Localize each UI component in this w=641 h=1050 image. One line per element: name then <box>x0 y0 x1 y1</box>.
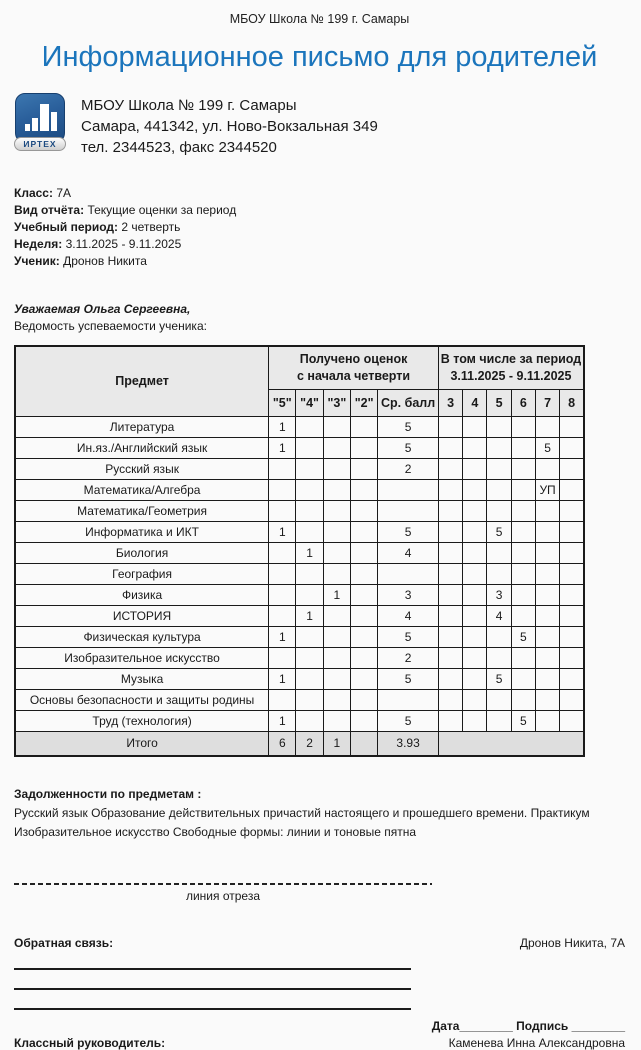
day-grade-cell <box>463 458 487 479</box>
day-grade-cell <box>560 563 584 584</box>
grade-count-cell <box>323 479 350 500</box>
day-grade-cell <box>487 563 511 584</box>
day-grade-cell <box>535 710 559 731</box>
day-grade-cell <box>511 479 535 500</box>
grade-count-cell <box>269 542 296 563</box>
grade-count-cell <box>323 437 350 458</box>
table-row <box>15 563 584 584</box>
grade-count-cell <box>323 563 350 584</box>
grade-count-cell <box>269 689 296 710</box>
avg-grade-cell <box>378 563 439 584</box>
grade-count-cell <box>269 500 296 521</box>
school-phone: тел. 2344523, факс 2344520 <box>81 139 277 156</box>
subject-cell: ИСТОРИЯ <box>15 605 269 626</box>
subject-cell: Литература <box>15 416 269 437</box>
day-grade-cell <box>463 416 487 437</box>
subject-cell: Изобразительное искусство <box>15 647 269 668</box>
day-grade-cell <box>535 626 559 647</box>
subject-cell: География <box>15 563 269 584</box>
grade-count-cell <box>296 479 323 500</box>
grade-count-cell <box>296 521 323 542</box>
subject-cell: Музыка <box>15 668 269 689</box>
student-ref: Дронов Никита, 7А <box>519 935 625 950</box>
grade-count-cell <box>296 416 323 437</box>
total-label: Итого <box>15 731 269 756</box>
day-grade-cell <box>463 584 487 605</box>
org-header: МБОУ Школа № 199 г. Самары <box>229 12 410 26</box>
day-grade-cell <box>511 416 535 437</box>
day-grade-cell: 5 <box>487 521 511 542</box>
day-grade-cell <box>511 521 535 542</box>
table-row <box>15 584 584 605</box>
day-grade-cell <box>438 689 462 710</box>
avg-grade-cell: 4 <box>378 605 439 626</box>
grade-count-cell <box>350 710 377 731</box>
col-group-period: В том числе за период 3.11.2025 - 9.11.2025 <box>438 346 584 389</box>
day-grade-cell <box>511 563 535 584</box>
meta-student: Ученик: Дронов Никита <box>14 254 147 268</box>
day-grade-cell <box>511 458 535 479</box>
grade-count-cell <box>323 605 350 626</box>
grade-count-cell <box>350 521 377 542</box>
table-row <box>15 416 584 437</box>
grade-count-cell <box>269 479 296 500</box>
grade-count-cell <box>350 605 377 626</box>
total-count-3: 1 <box>323 731 350 756</box>
grade-count-cell <box>350 647 377 668</box>
col-header-day-6: 6 <box>511 389 535 416</box>
grade-count-cell <box>350 437 377 458</box>
logo-brand-label: ИРТЕХ <box>14 137 66 151</box>
intro-line: Ведомость успеваемости ученика: <box>14 319 207 333</box>
day-grade-cell <box>560 479 584 500</box>
day-grade-cell <box>511 542 535 563</box>
col-group-received: Получено оценок с начала четверти <box>269 346 439 389</box>
day-grade-cell <box>438 647 462 668</box>
table-row <box>15 710 584 731</box>
grade-count-cell <box>269 605 296 626</box>
col-header-day-5: 5 <box>487 389 511 416</box>
day-grade-cell: 3 <box>487 584 511 605</box>
avg-grade-cell <box>378 689 439 710</box>
day-grade-cell <box>511 668 535 689</box>
day-grade-cell <box>535 563 559 584</box>
report-meta <box>14 185 625 270</box>
grade-count-cell <box>350 542 377 563</box>
cut-dashed-line <box>14 883 432 885</box>
subject-cell: Основы безопасности и защиты родины <box>15 689 269 710</box>
day-grade-cell <box>438 605 462 626</box>
grade-count-cell <box>269 647 296 668</box>
day-grade-cell <box>511 647 535 668</box>
grade-count-cell <box>323 626 350 647</box>
grade-count-cell: 1 <box>269 437 296 458</box>
greeting: Уважаемая Ольга Сергеевна, <box>14 302 191 316</box>
total-count-4: 2 <box>296 731 323 756</box>
day-grade-cell <box>560 521 584 542</box>
grade-count-cell <box>323 689 350 710</box>
col-header-day-4: 4 <box>463 389 487 416</box>
grade-count-cell <box>269 458 296 479</box>
avg-grade-cell: 5 <box>378 668 439 689</box>
day-grade-cell <box>560 605 584 626</box>
subject-cell: Информатика и ИКТ <box>15 521 269 542</box>
col-header-5: "5" <box>269 389 296 416</box>
grade-count-cell <box>323 542 350 563</box>
day-grade-cell <box>438 521 462 542</box>
subject-cell: Биология <box>15 542 269 563</box>
table-row <box>15 647 584 668</box>
grade-count-cell <box>269 563 296 584</box>
subject-cell: Математика/Алгебра <box>15 479 269 500</box>
cut-section <box>14 883 432 903</box>
col-header-avg: Ср. балл <box>378 389 439 416</box>
day-grade-cell <box>535 521 559 542</box>
school-block <box>14 93 625 158</box>
total-row <box>15 731 584 756</box>
grade-count-cell <box>323 500 350 521</box>
subject-cell: Математика/Геометрия <box>15 500 269 521</box>
grade-count-cell <box>350 500 377 521</box>
day-grade-cell <box>560 668 584 689</box>
day-grade-cell: 5 <box>487 668 511 689</box>
day-grade-cell <box>463 710 487 731</box>
grade-count-cell <box>296 626 323 647</box>
grade-count-cell <box>323 521 350 542</box>
day-grade-cell <box>487 542 511 563</box>
grade-count-cell: 1 <box>269 710 296 731</box>
day-grade-cell <box>438 458 462 479</box>
day-grade-cell <box>463 668 487 689</box>
day-grade-cell <box>535 458 559 479</box>
school-address: Самара, 441342, ул. Ново-Вокзальная 349 <box>81 118 378 135</box>
total-count-5: 6 <box>269 731 296 756</box>
day-grade-cell <box>438 542 462 563</box>
meta-period: Учебный период: 2 четверть <box>14 220 181 234</box>
day-grade-cell <box>560 542 584 563</box>
grade-count-cell <box>296 689 323 710</box>
grade-count-cell <box>350 626 377 647</box>
grade-count-cell: 1 <box>269 521 296 542</box>
day-grade-cell <box>487 689 511 710</box>
col-header-2: "2" <box>350 389 377 416</box>
grade-count-cell: 1 <box>269 626 296 647</box>
day-grade-cell <box>463 605 487 626</box>
grade-count-cell: 1 <box>296 605 323 626</box>
table-row <box>15 500 584 521</box>
day-grade-cell <box>560 626 584 647</box>
day-grade-cell <box>560 437 584 458</box>
total-count-2 <box>350 731 377 756</box>
irtex-logo-icon <box>14 93 68 151</box>
grade-count-cell <box>323 416 350 437</box>
grade-count-cell <box>269 584 296 605</box>
debts-heading: Задолженности по предметам : <box>14 786 202 801</box>
grade-count-cell <box>350 416 377 437</box>
grade-count-cell <box>296 584 323 605</box>
day-grade-cell <box>535 500 559 521</box>
table-row <box>15 521 584 542</box>
feedback-line <box>14 970 411 990</box>
total-avg: 3.93 <box>378 731 439 756</box>
grade-count-cell <box>350 584 377 605</box>
table-row <box>15 458 584 479</box>
day-grade-cell <box>560 710 584 731</box>
grade-count-cell <box>323 647 350 668</box>
teacher-label: Классный руководитель: <box>14 1035 166 1050</box>
grades-table <box>14 345 585 757</box>
grade-count-cell <box>323 710 350 731</box>
day-grade-cell <box>535 689 559 710</box>
day-grade-cell: 5 <box>535 437 559 458</box>
table-row <box>15 605 584 626</box>
table-row <box>15 668 584 689</box>
day-grade-cell <box>463 521 487 542</box>
col-header-3: "3" <box>323 389 350 416</box>
grade-count-cell <box>296 710 323 731</box>
feedback-line <box>14 990 411 1010</box>
cut-line-label: линия отреза <box>185 888 261 903</box>
subject-cell: Русский язык <box>15 458 269 479</box>
day-grade-cell <box>511 605 535 626</box>
grade-count-cell <box>323 668 350 689</box>
avg-grade-cell: 4 <box>378 542 439 563</box>
day-grade-cell <box>560 584 584 605</box>
day-grade-cell <box>535 584 559 605</box>
grade-count-cell <box>350 563 377 584</box>
day-grade-cell <box>438 710 462 731</box>
table-row <box>15 626 584 647</box>
day-grade-cell <box>535 542 559 563</box>
feedback-label: Обратная связь: <box>14 935 114 950</box>
grade-count-cell <box>296 500 323 521</box>
day-grade-cell <box>535 416 559 437</box>
total-period-cell <box>438 731 584 756</box>
grade-count-cell <box>296 647 323 668</box>
day-grade-cell <box>511 584 535 605</box>
table-row <box>15 437 584 458</box>
avg-grade-cell: 3 <box>378 584 439 605</box>
col-header-4: "4" <box>296 389 323 416</box>
day-grade-cell <box>438 626 462 647</box>
day-grade-cell <box>487 647 511 668</box>
day-grade-cell: 5 <box>511 710 535 731</box>
grade-count-cell <box>350 458 377 479</box>
day-grade-cell <box>535 605 559 626</box>
debt-item: Изобразительное искусство Свободные формы: линии и тоновые пятна <box>14 824 416 839</box>
grade-count-cell <box>323 458 350 479</box>
avg-grade-cell: 5 <box>378 521 439 542</box>
day-grade-cell <box>463 542 487 563</box>
table-row <box>15 542 584 563</box>
day-grade-cell <box>487 437 511 458</box>
debt-item: Русский язык Образование действительных причастий настоящего и прошедшего времени. Практикум <box>14 805 590 820</box>
col-header-subject: Предмет <box>15 346 269 416</box>
table-row <box>15 689 584 710</box>
day-grade-cell <box>487 500 511 521</box>
day-grade-cell <box>560 647 584 668</box>
day-grade-cell <box>438 668 462 689</box>
teacher-name: Каменева Инна Александровна <box>448 1035 625 1050</box>
table-row <box>15 479 584 500</box>
avg-grade-cell <box>378 479 439 500</box>
footer <box>14 936 625 1050</box>
day-grade-cell <box>487 458 511 479</box>
day-grade-cell: 5 <box>511 626 535 647</box>
day-grade-cell <box>535 668 559 689</box>
grade-count-cell <box>350 668 377 689</box>
grade-count-cell <box>296 668 323 689</box>
day-grade-cell <box>463 626 487 647</box>
day-grade-cell: УП <box>535 479 559 500</box>
day-grade-cell: 4 <box>487 605 511 626</box>
meta-class: Класс: 7А <box>14 186 71 200</box>
grade-count-cell <box>296 563 323 584</box>
day-grade-cell <box>438 500 462 521</box>
day-grade-cell <box>560 458 584 479</box>
grade-count-cell <box>296 437 323 458</box>
logo-skyline-bars-icon <box>15 93 65 143</box>
subject-cell: Физическая культура <box>15 626 269 647</box>
grade-count-cell <box>350 479 377 500</box>
day-grade-cell <box>487 479 511 500</box>
avg-grade-cell: 5 <box>378 626 439 647</box>
day-grade-cell <box>560 416 584 437</box>
day-grade-cell <box>463 500 487 521</box>
day-grade-cell <box>463 479 487 500</box>
grades-table-body <box>15 416 584 731</box>
subject-cell: Труд (технология) <box>15 710 269 731</box>
day-grade-cell <box>463 437 487 458</box>
grade-count-cell <box>350 689 377 710</box>
grade-count-cell <box>296 458 323 479</box>
page-title: Информационное письмо для родителей <box>41 41 598 73</box>
avg-grade-cell: 2 <box>378 458 439 479</box>
col-header-day-7: 7 <box>535 389 559 416</box>
date-signature-line: Дата________ Подпись ________ <box>431 1018 625 1033</box>
avg-grade-cell: 5 <box>378 437 439 458</box>
day-grade-cell <box>560 500 584 521</box>
day-grade-cell <box>487 416 511 437</box>
meta-report-type: Вид отчёта: Текущие оценки за период <box>14 203 237 217</box>
grade-count-cell: 1 <box>269 668 296 689</box>
day-grade-cell <box>438 479 462 500</box>
day-grade-cell <box>511 437 535 458</box>
avg-grade-cell <box>378 500 439 521</box>
avg-grade-cell: 5 <box>378 710 439 731</box>
school-name: МБОУ Школа № 199 г. Самары <box>81 97 297 114</box>
subject-cell: Физика <box>15 584 269 605</box>
col-header-day-3: 3 <box>438 389 462 416</box>
day-grade-cell <box>511 500 535 521</box>
avg-grade-cell: 2 <box>378 647 439 668</box>
day-grade-cell <box>487 710 511 731</box>
subject-cell: Ин.яз./Английский язык <box>15 437 269 458</box>
day-grade-cell <box>511 689 535 710</box>
day-grade-cell <box>463 689 487 710</box>
grade-count-cell: 1 <box>269 416 296 437</box>
debts-section <box>14 785 625 842</box>
day-grade-cell <box>438 563 462 584</box>
grade-count-cell: 1 <box>323 584 350 605</box>
school-info <box>81 93 378 158</box>
grade-count-cell: 1 <box>296 542 323 563</box>
col-header-day-8: 8 <box>560 389 584 416</box>
day-grade-cell <box>463 647 487 668</box>
day-grade-cell <box>438 437 462 458</box>
feedback-line <box>14 950 411 970</box>
avg-grade-cell: 5 <box>378 416 439 437</box>
day-grade-cell <box>438 584 462 605</box>
day-grade-cell <box>535 647 559 668</box>
day-grade-cell <box>463 563 487 584</box>
day-grade-cell <box>560 689 584 710</box>
day-grade-cell <box>487 626 511 647</box>
meta-week: Неделя: 3.11.2025 - 9.11.2025 <box>14 237 182 251</box>
day-grade-cell <box>438 416 462 437</box>
